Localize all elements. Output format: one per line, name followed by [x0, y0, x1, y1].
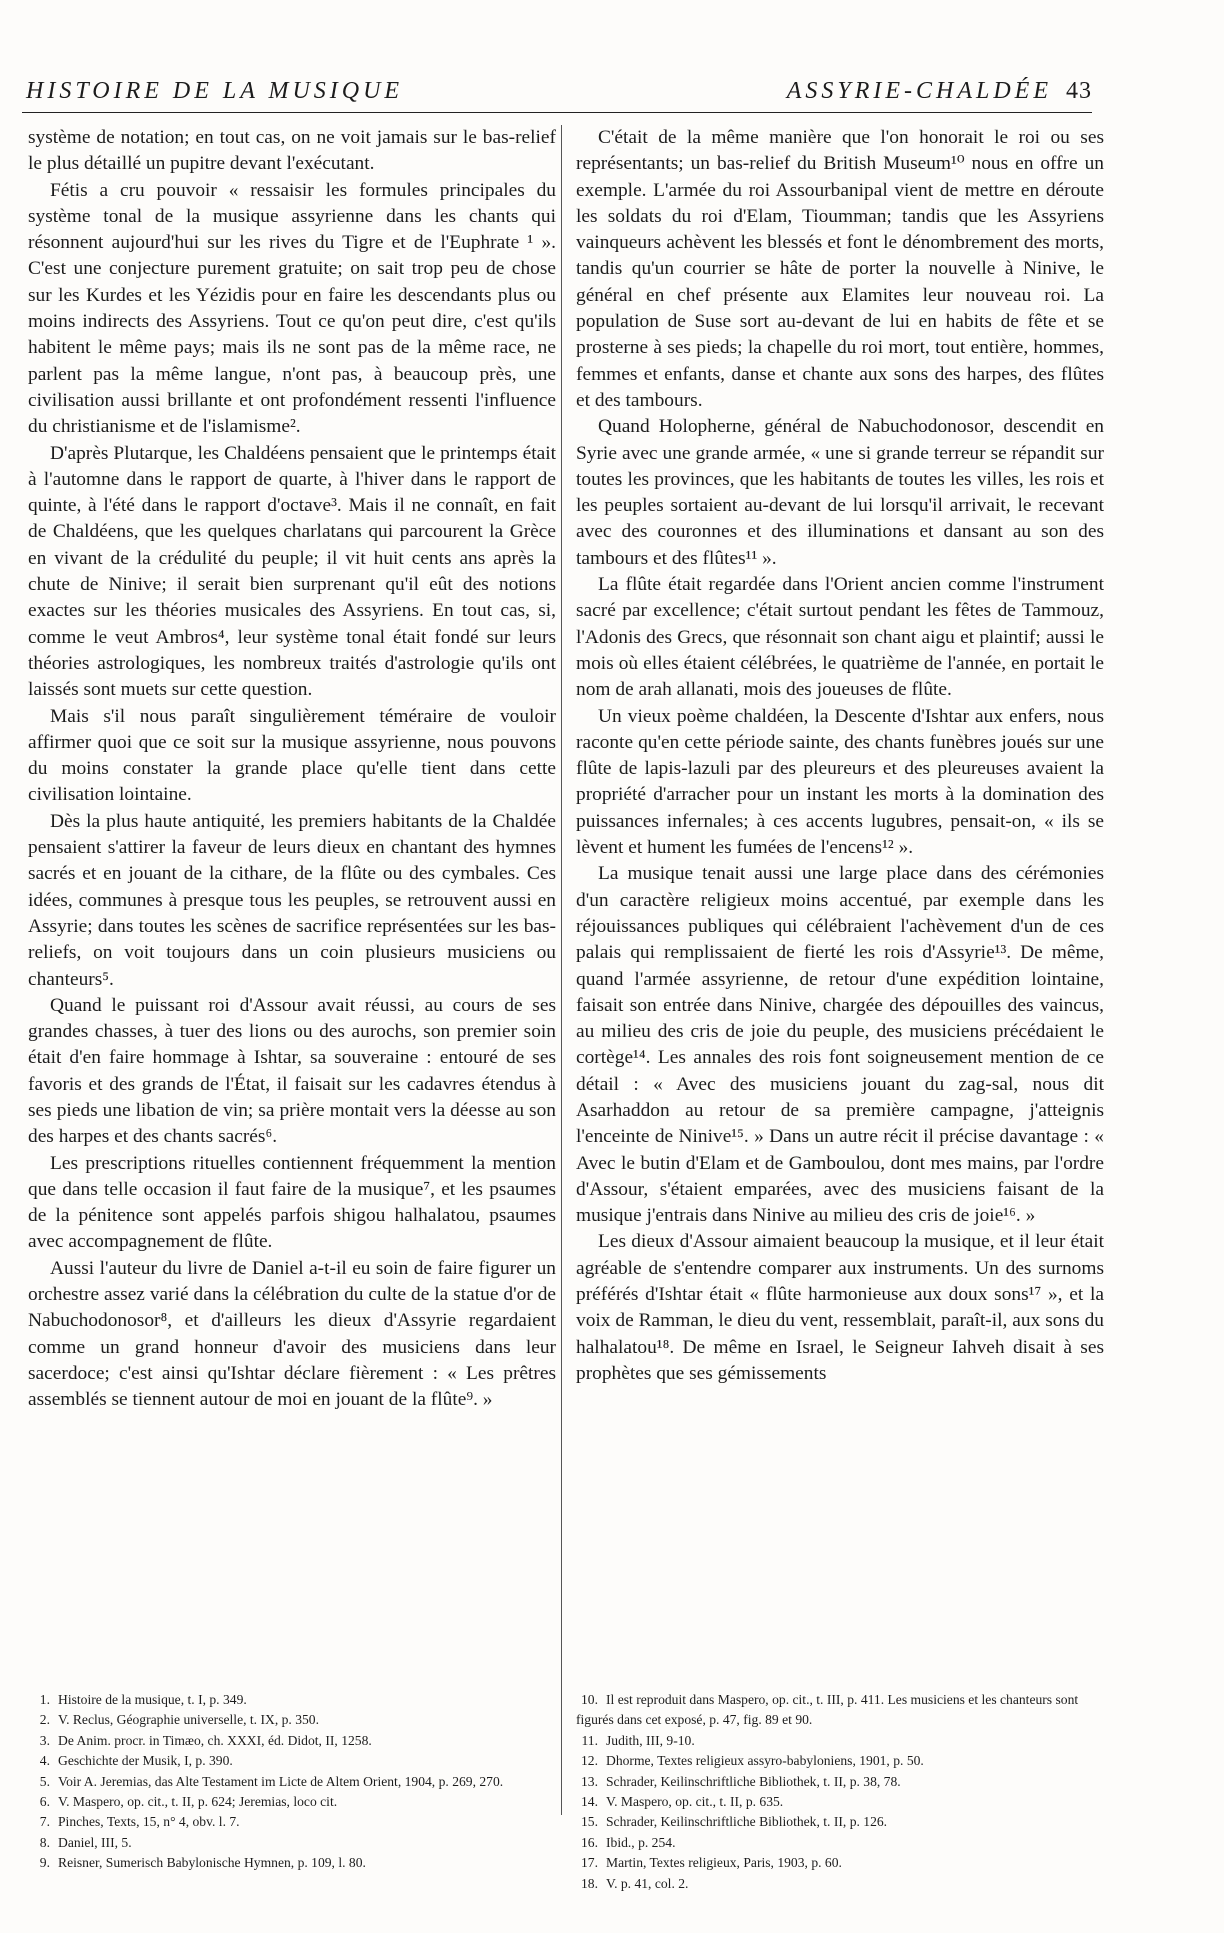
footnote-number: 4.	[39, 1753, 50, 1769]
footnote-text: V. p. 41, col. 2.	[606, 1875, 689, 1891]
footnote-number: 6.	[39, 1794, 50, 1810]
footnote-number: 17.	[581, 1855, 598, 1871]
footnote-text: V. Maspero, op. cit., t. II, p. 624; Jeremias, loco cit.	[58, 1794, 338, 1810]
paragraph: D'après Plutarque, les Chaldéens pensaient que le printemps était à l'automne dans le rapport de quarte, à l'hiver dans le rapport de quinte, à l'été dans le rapport d'octave³. Mais il ne connaît, en fait de Chaldéens, que les quelques charlatans qui parcourent la Grèce en vivant de la crédulité du peuple; il vit huit cents ans après la chute de Ninive; il serait bien surprenant qu'il eût des notions exactes sur les théories musicales des Assyriens. En tout cas, si, comme le veut Ambros⁴, leur système tonal était fondé sur leurs théories astrologiques, les nombreux traités d'astrologie qu'ils ont laissés sont muets sur cette question.	[28, 442, 556, 701]
footnote-number: 3.	[39, 1732, 50, 1748]
footnote-number: 18.	[581, 1875, 598, 1891]
footnote	[576, 1833, 1101, 1853]
left-column	[28, 125, 556, 1414]
footnote-text: Ibid., p. 254.	[606, 1834, 676, 1850]
footnote-number: 11.	[581, 1732, 598, 1748]
footnote	[576, 1874, 1101, 1894]
footnote-text: Voir A. Jeremias, das Alte Testament im Licte de Altem Orient, 1904, p. 269, 270.	[58, 1773, 504, 1789]
footnotes-right	[576, 1690, 1101, 1894]
footnote	[576, 1731, 1101, 1751]
page-header	[22, 72, 1092, 113]
column-divider	[561, 125, 562, 1815]
footnote-text: Il est reproduit dans Maspero, op. cit., t. III, p. 411. Les musiciens et les chanteurs sont figurés dans cet exposé, p. 47, fig. 89 et 90.	[576, 1692, 1079, 1728]
footnote-number: 2.	[39, 1712, 50, 1728]
footnotes-left	[28, 1690, 553, 1874]
paragraph: Mais s'il nous paraît singulièrement téméraire de vouloir affirmer quoi que ce soit sur la musique assyrienne, nous pouvons du moins constater la grande place qu'elle tient dans cette civilisation lointaine.	[28, 705, 556, 806]
footnote	[28, 1710, 553, 1730]
footnote	[28, 1853, 553, 1873]
footnote-number: 9.	[39, 1855, 50, 1871]
footnote	[28, 1812, 553, 1832]
footnote-text: Dhorme, Textes religieux assyro-babyloniens, 1901, p. 50.	[606, 1753, 924, 1769]
paragraph: La flûte était regardée dans l'Orient ancien comme l'instrument sacré par excellence; c'était surtout pendant les fêtes de Tammouz, l'Adonis des Grecs, que résonnait son chant aigu et plaintif; aussi le mois où elles étaient célébrées, le quatrième de l'année, en portait le nom de arah allanati, mois des joueuses de flûte.	[576, 574, 1104, 701]
footnote-number: 12.	[581, 1753, 598, 1769]
footnote-text: Daniel, III, 5.	[58, 1834, 132, 1850]
section-title-group	[787, 78, 1092, 105]
footnote-text: V. Reclus, Géographie universelle, t. IX, p. 350.	[58, 1712, 319, 1728]
footnote-text: Judith, III, 9-10.	[606, 1732, 695, 1748]
footnote	[576, 1690, 1101, 1731]
footnote-text: Reisner, Sumerisch Babylonische Hymnen, p. 109, l. 80.	[58, 1855, 366, 1871]
footnote-text: Schrader, Keilinschriftliche Bibliothek, t. II, p. 38, 78.	[606, 1773, 901, 1789]
footnote-number: 15.	[581, 1814, 598, 1830]
paragraph: C'était de la même manière que l'on honorait le roi ou ses représentants; un bas-relief du British Museum¹⁰ nous en offre un exemple. L'armée du roi Assourbanipal vient de mettre en déroute les soldats du roi d'Elam, Tioumman; tandis que les Assyriens vainqueurs achèvent les blessés et font le dénombrement des morts, tandis qu'un courrier se hâte de porter la nouvelle à Ninive, le général en chef présente aux Elamites leur nouveau roi. La population de Suse sort au-devant de lui en habits de fête et se prosterne à ses pieds; la chapelle du roi mort, tout entière, hommes, femmes et enfants, danse et chante aux sons des harpes, des flûtes et des tambours.	[576, 127, 1104, 411]
footnote-number: 7.	[39, 1814, 50, 1830]
footnote-number: 16.	[581, 1834, 598, 1850]
footnote	[28, 1731, 553, 1751]
footnote-number: 5.	[39, 1773, 50, 1789]
running-title: HISTOIRE DE LA MUSIQUE	[26, 78, 404, 104]
paragraph: Aussi l'auteur du livre de Daniel a-t-il eu soin de faire figurer un orchestre assez varié dans la célébration du culte de la statue d'or de Nabuchodonosor⁸, et d'ailleurs les dieux d'Assyrie regardaient comme un grand honneur d'avoir des musiciens dans leur sacerdoce; c'est ainsi qu'Ishtar déclare fièrement : « Les prêtres assemblés se tiennent autour de moi en jouant de la flûte⁹. »	[28, 1257, 556, 1411]
footnote-text: V. Maspero, op. cit., t. II, p. 635.	[606, 1794, 784, 1810]
footnote	[28, 1690, 553, 1710]
paragraph: Quand le puissant roi d'Assour avait réussi, au cours de ses grandes chasses, à tuer des lions ou des aurochs, son premier soin était d'en faire hommage à Ishtar, sa souveraine : entouré de ses favoris et des grands de l'État, il faisait sur les cadavres étendus à ses pieds une libation de vin; sa prière montait vers la déesse au son des harpes et des chants sacrés⁶.	[28, 994, 556, 1148]
footnote-number: 10.	[581, 1692, 598, 1707]
paragraph: Un vieux poème chaldéen, la Descente d'Ishtar aux enfers, nous raconte qu'en cette période sainte, des chants funèbres joués sur une flûte de lapis-lazuli par des pleureurs et des pleureuses avaient la propriété d'arracher pour un instant les morts à la domination des puissances infernales; à ces accents lugubres, pensait-on, « ils se lèvent et hument les fumées de l'encens¹² ».	[576, 705, 1104, 859]
footnote	[576, 1792, 1101, 1812]
paragraph: Les prescriptions rituelles contiennent fréquemment la mention que dans telle occasion il faut faire de la musique⁷, et les psaumes de la pénitence sont appelés parfois shigou halhalatou, psaumes avec accompagnement de flûte.	[28, 1152, 556, 1253]
paragraph: Les dieux d'Assour aimaient beaucoup la musique, et il leur était agréable de s'entendre comparer aux instruments. Un des surnoms préférés d'Ishtar était « flûte harmonieuse aux doux sons¹⁷ », et la voix de Ramman, le dieu du vent, ressemblait, paraît-il, aux sons du halhalatou¹⁸. De même en Israel, le Seigneur Iahveh disait à ses prophètes que ses gémissements	[576, 1231, 1104, 1384]
footnote	[28, 1751, 553, 1771]
paragraph: Fétis a cru pouvoir « ressaisir les formules principales du système tonal de la musique assyrienne dans les chants qui résonnent aujourd'hui sur les rives du Tigre et de l'Euphrate ¹ ». C'est une conjecture purement gratuite; on sait trop peu de chose sur les Kurdes et les Yézidis pour en faire les descendants plus ou moins indirects des Assyriens. Tout ce qu'on peut dire, c'est qu'ils habitent le même pays; mais ils ne sont pas de la même race, ne parlent pas la même langue, n'ont pas, à beaucoup près, une civilisation aussi brillante et ont profondément ressenti l'influence du christianisme et de l'islamisme².	[28, 179, 556, 438]
footnote-text: Schrader, Keilinschriftliche Bibliothek, t. II, p. 126.	[606, 1814, 888, 1830]
footnote	[576, 1812, 1101, 1832]
footnote-number: 1.	[39, 1692, 50, 1707]
paragraph: Dès la plus haute antiquité, les premiers habitants de la Chaldée pensaient s'attirer la faveur de leurs dieux en chantant des hymnes sacrés et en jouant de la cithare, de la flûte ou des cymbales. Ces idées, communes à presque tous les peuples, se retrouvent aussi en Assyrie; dans toutes les scènes de sacrifice représentées sur les bas-reliefs, on voit toujours dans un coin plusieurs musiciens ou chanteurs⁵.	[28, 810, 556, 990]
footnote-number: 8.	[39, 1834, 50, 1850]
footnote-text: Pinches, Texts, 15, n° 4, obv. l. 7.	[58, 1814, 240, 1830]
right-column	[576, 125, 1104, 1387]
paragraph: Quand Holopherne, général de Nabuchodonosor, descendit en Syrie avec une grande armée, « une si grande terreur se répandit sur toutes les provinces, que les habitants de toutes les villes, les rois et les peuples sortaient au-devant de lui lorsqu'il arrivait, le recevant avec des couronnes et des illuminations et dansant au son des tambours et des flûtes¹¹ ».	[576, 416, 1104, 569]
footnote	[576, 1772, 1101, 1792]
footnote	[576, 1853, 1101, 1873]
footnote-number: 13.	[581, 1773, 598, 1789]
section-title: ASSYRIE-CHALDÉE	[786, 78, 1052, 104]
paragraph: système de notation; en tout cas, on ne voit jamais sur le bas-relief le plus détaillé un pupitre devant l'exécutant.	[28, 127, 556, 175]
footnote	[28, 1792, 553, 1812]
paragraph: La musique tenait aussi une large place dans des cérémonies d'un caractère religieux moins accentué, par exemple dans les réjouissances publiques qui célébraient l'achèvement d'un de ces palais qui remplissaient de fierté les rois d'Assyrie¹³. De même, quand l'armée assyrienne, de retour d'une expédition lointaine, faisait son entrée dans Ninive, chargée des dépouilles des vaincus, au milieu des cris de joie du peuple, des musiciens précédaient le cortège¹⁴. Les annales des rois font soigneusement mention de ce détail : « Avec des musiciens jouant du zag-sal, nous dit Asarhaddon au retour de sa première campagne, j'atteignis l'enceinte de Ninive¹⁵. » Dans un autre récit il précise davantage : « Avec le butin d'Elam et de Gamboulou, dont mes mains, par l'ordre d'Assour, s'étaient emparées, avec des musiciens faisant de la musique j'entrais dans Ninive au milieu des cris de joie¹⁶. »	[576, 863, 1104, 1227]
footnote	[576, 1751, 1101, 1771]
footnote-text: De Anim. procr. in Timæo, ch. XXXI, éd. Didot, II, 1258.	[58, 1732, 372, 1748]
page-number: 43	[1066, 78, 1092, 104]
footnote-number: 14.	[581, 1794, 598, 1810]
footnote-text: Histoire de la musique, t. I, p. 349.	[58, 1692, 247, 1707]
footnote-text: Geschichte der Musik, I, p. 390.	[58, 1753, 233, 1769]
footnote-text: Martin, Textes religieux, Paris, 1903, p. 60.	[606, 1855, 842, 1871]
footnote	[28, 1833, 553, 1853]
footnote	[28, 1772, 553, 1792]
